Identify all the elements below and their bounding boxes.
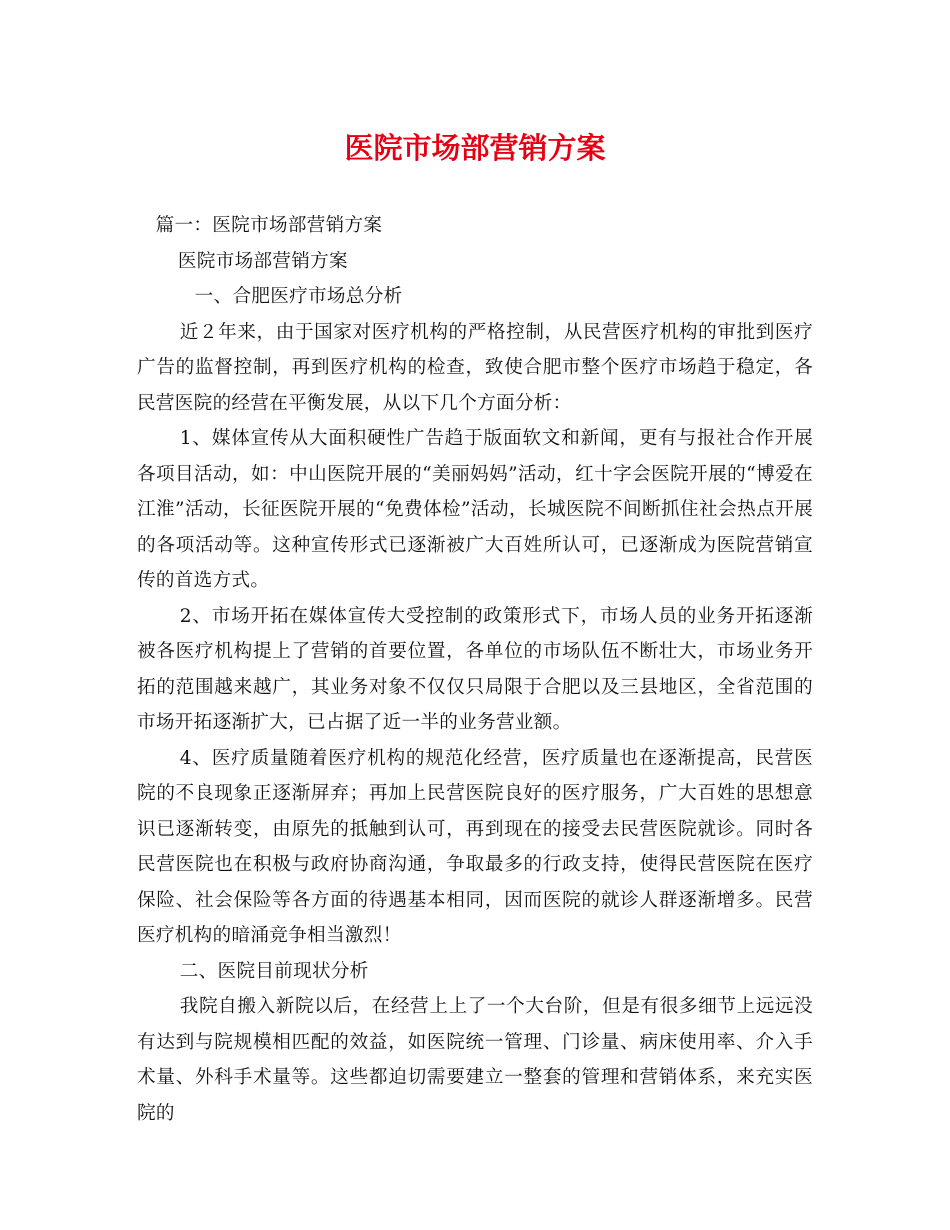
- paragraph-item-2: 2、市场开拓在媒体宣传大受控制的政策形式下，市场人员的业务开拓逐渐被各医疗机构提上了营销的首要位置，各单位的市场队伍不断壮大，市场业务开拓的范围越来越广，其业务对象不仅仅只局限于合肥以及三县地区，全省范围的市场开拓逐渐扩大，已占据了近一半的业务营业额。: [137, 605, 813, 733]
- section-heading-1: 一、合肥医疗市场总分析: [194, 286, 403, 307]
- document-title: 医院市场部营销方案: [344, 131, 606, 165]
- paragraph-item-4: 4、医疗质量随着医疗机构的规范化经营，医疗质量也在逐渐提高，民营医院的不良现象正逐渐屏弃；再加上民营医院良好的医疗服务，广大百姓的思想意识已逐渐转变，由原先的抵触到认可，再到现在的接受去民营医院就诊。同时各民营医院也在积极与政府协商沟通，争取最多的行政支持，使得民营医院在医疗保险、社会保险等各方面的待遇基本相同，因而医院的就诊人群逐渐增多。民营医疗机构的暗涌竞争相当激烈！: [137, 747, 813, 946]
- chapter-heading: 篇一：医院市场部营销方案: [155, 215, 383, 236]
- section-subtitle: 医院市场部营销方案: [177, 250, 348, 272]
- paragraph-status: 我院自搬入新院以后，在经营上上了一个大台阶，但是有很多细节上远远没有达到与院规模相匹配的效益，如医院统一管理、门诊量、病床使用率、介入手术量、外科手术量等。这些都迫切需要建立一整套的管理和营销体系，来充实医院的: [137, 996, 813, 1124]
- section-heading-2: 二、医院目前现状分析: [179, 960, 369, 982]
- paragraph-intro: 近２年来，由于国家对医疗机构的严格控制，从民营医疗机构的审批到医疗广告的监督控制，再到医疗机构的检查，致使合肥市整个医疗市场趋于稳定，各民营医院的经营在平衡发展，从以下几个方面分析：: [137, 321, 813, 414]
- paragraph-item-1: 1、媒体宣传从大面积硬性广告趋于版面软文和新闻，更有与报社合作开展各项目活动，如：中山医院开展的“美丽妈妈”活动，红十字会医院开展的“博爱在江淮”活动，长征医院开展的“免费体检”活动，长城医院不间断抓住社会热点开展的各项活动等。这种宣传形式已逐渐被广大百姓所认可，已逐渐成为医院营销宣传的首选方式。: [137, 428, 813, 591]
- document-body: [137, 208, 813, 1131]
